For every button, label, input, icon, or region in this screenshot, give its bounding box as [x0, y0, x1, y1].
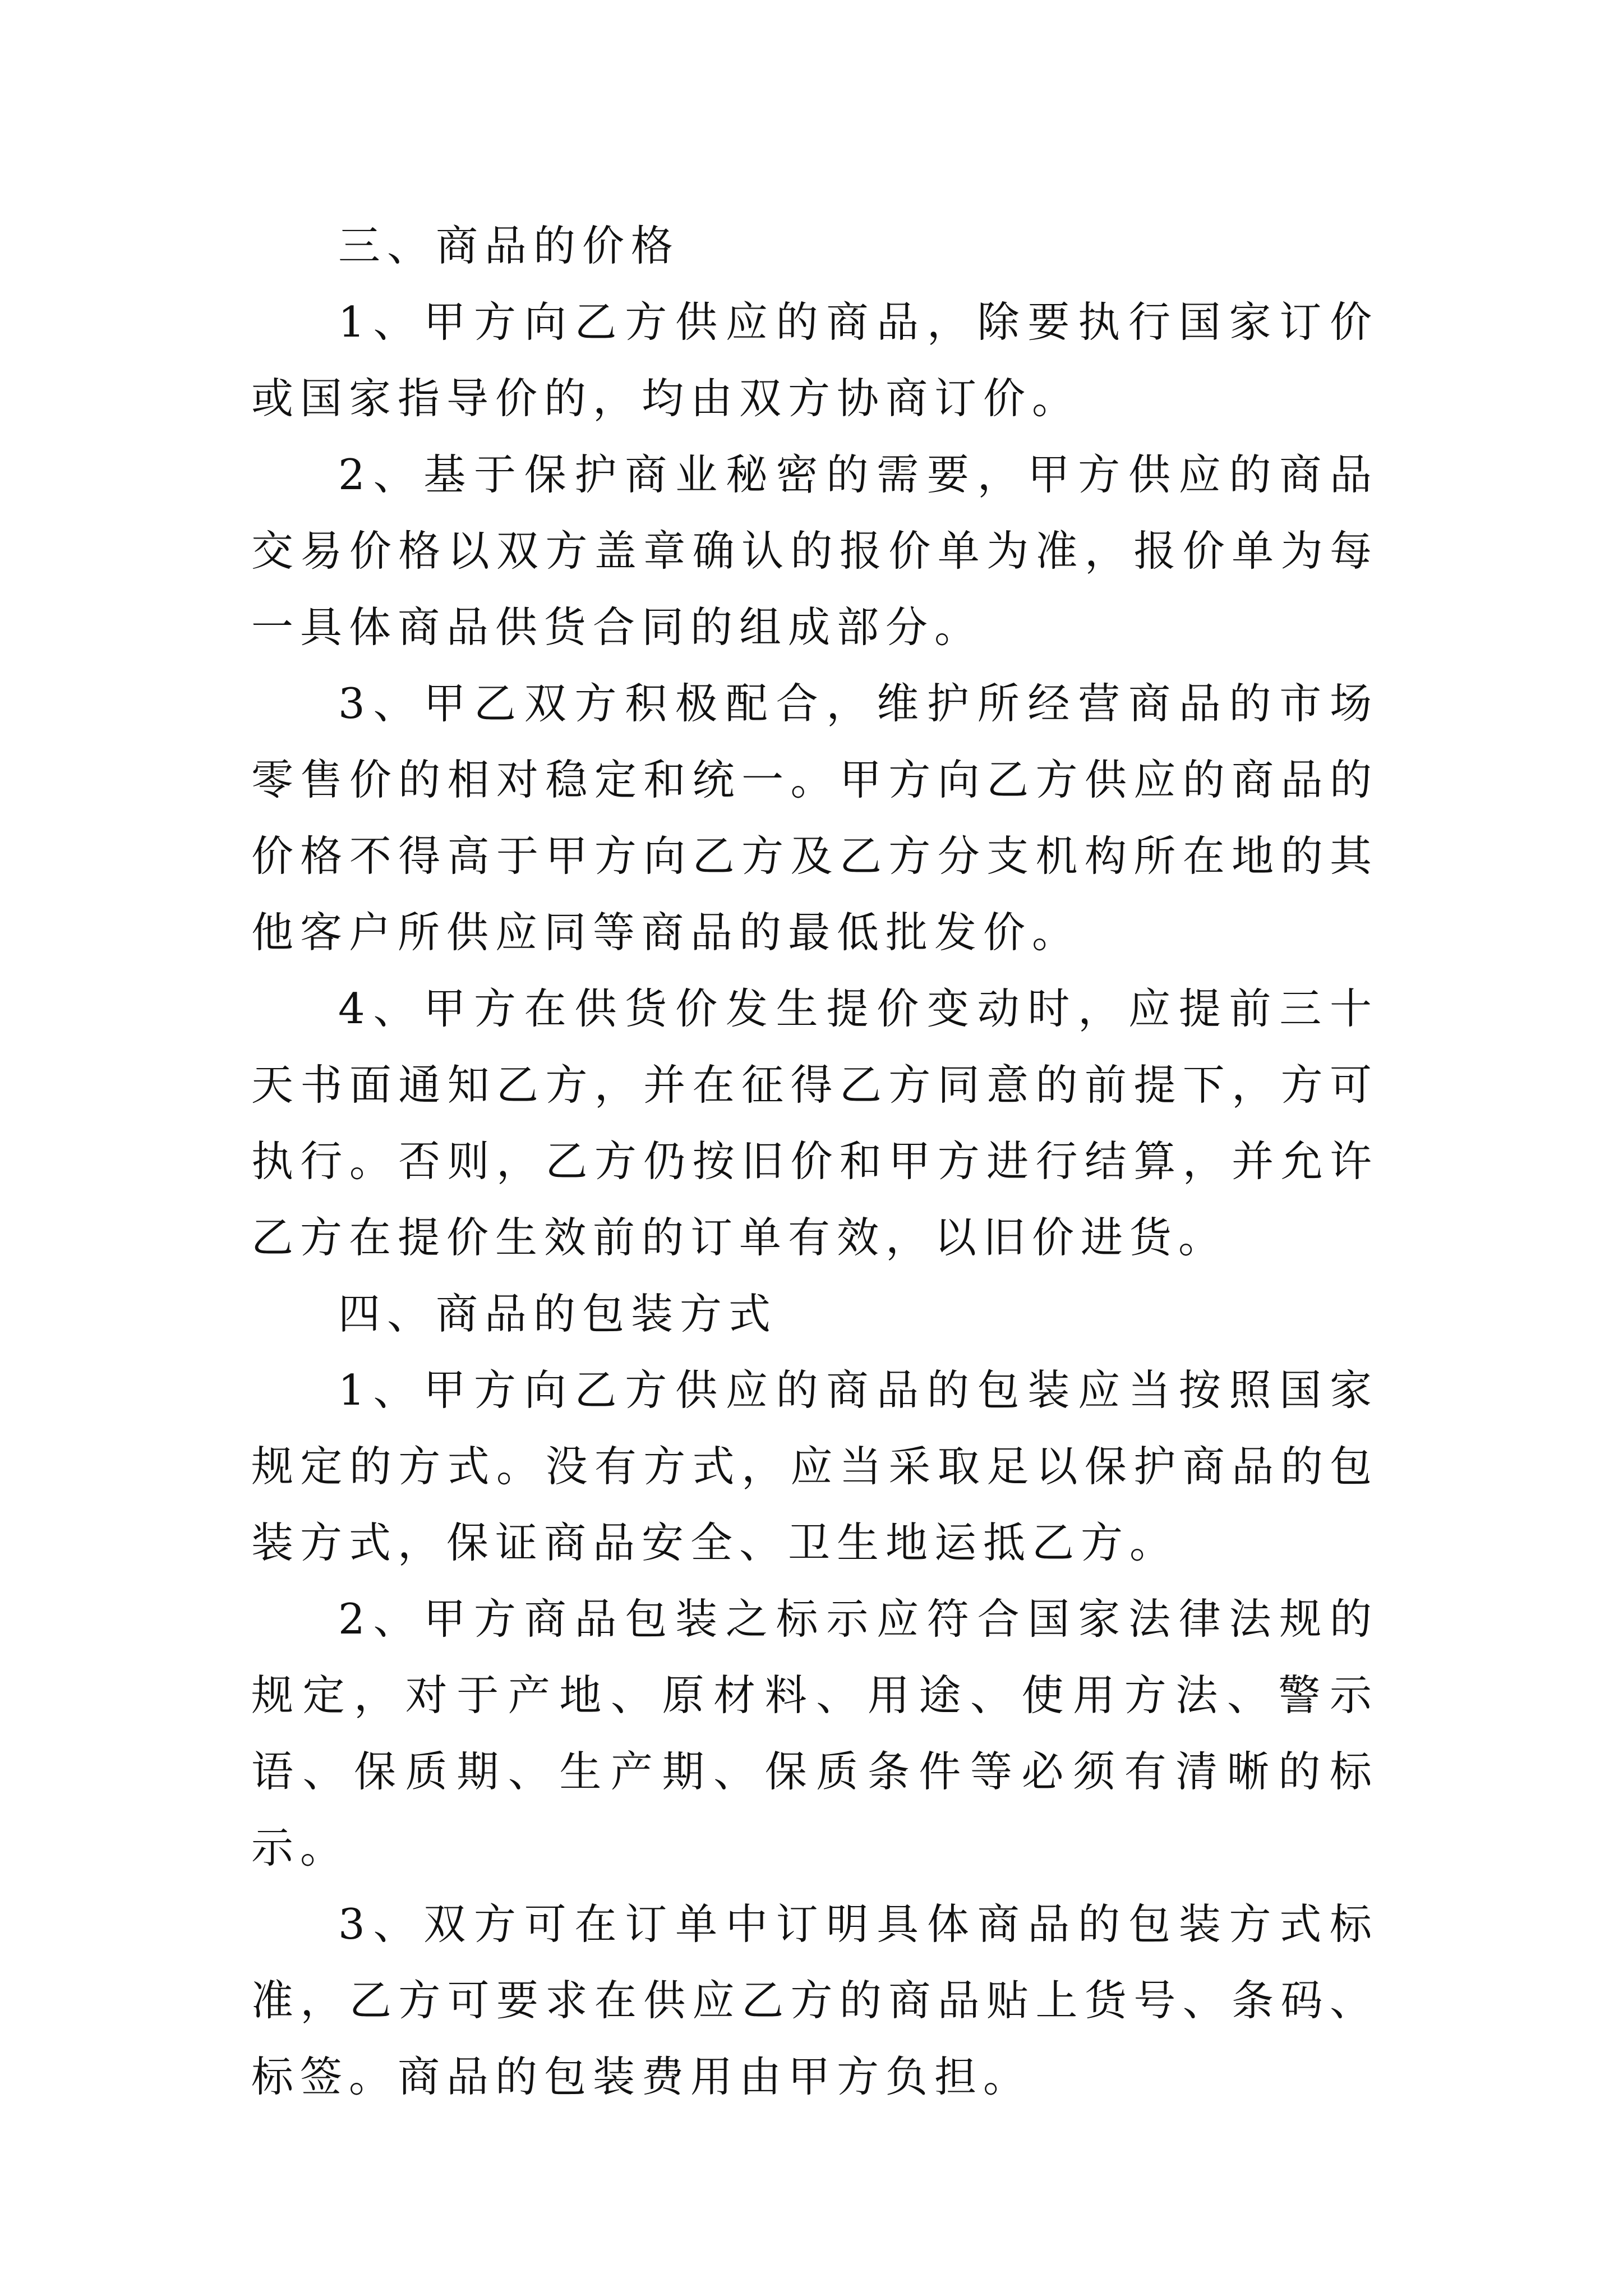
- packaging-clause-2: 2、甲方商品包装之标示应符合国家法律法规的规定，对于产地、原材料、用途、使用方法、警示语、保质期、生产期、保质条件等必须有清晰的标示。: [251, 1594, 1378, 1872]
- document-body: [251, 208, 1378, 2115]
- section-heading-packaging: 四、商品的包装方式: [338, 1289, 778, 1338]
- section-heading-price: 三、商品的价格: [338, 221, 680, 270]
- price-clause-2: 2、基于保护商业秘密的需要，甲方供应的商品交易价格以双方盖章确认的报价单为准，报价单为每一具体商品供货合同的组成部分。: [251, 450, 1378, 652]
- packaging-clause-1: 1、甲方向乙方供应的商品的包装应当按照国家规定的方式。没有方式，应当采取足以保护商品的包装方式，保证商品安全、卫生地运抵乙方。: [251, 1365, 1378, 1567]
- price-clause-4: 4、甲方在供货价发生提价变动时，应提前三十天书面通知乙方，并在征得乙方同意的前提下，方可执行。否则，乙方仍按旧价和甲方进行结算，并允许乙方在提价生效前的订单有效，以旧价进货。: [251, 984, 1378, 1262]
- price-clause-1: 1、甲方向乙方供应的商品，除要执行国家订价或国家指导价的，均由双方协商订价。: [251, 297, 1378, 423]
- packaging-clause-3: 3、双方可在订单中订明具体商品的包装方式标准，乙方可要求在供应乙方的商品贴上货号、条码、标签。商品的包装费用由甲方负担。: [251, 1899, 1378, 2101]
- price-clause-3: 3、甲乙双方积极配合，维护所经营商品的市场零售价的相对稳定和统一。甲方向乙方供应的商品的价格不得高于甲方向乙方及乙方分支机构所在地的其他客户所供应同等商品的最低批发价。: [251, 679, 1378, 957]
